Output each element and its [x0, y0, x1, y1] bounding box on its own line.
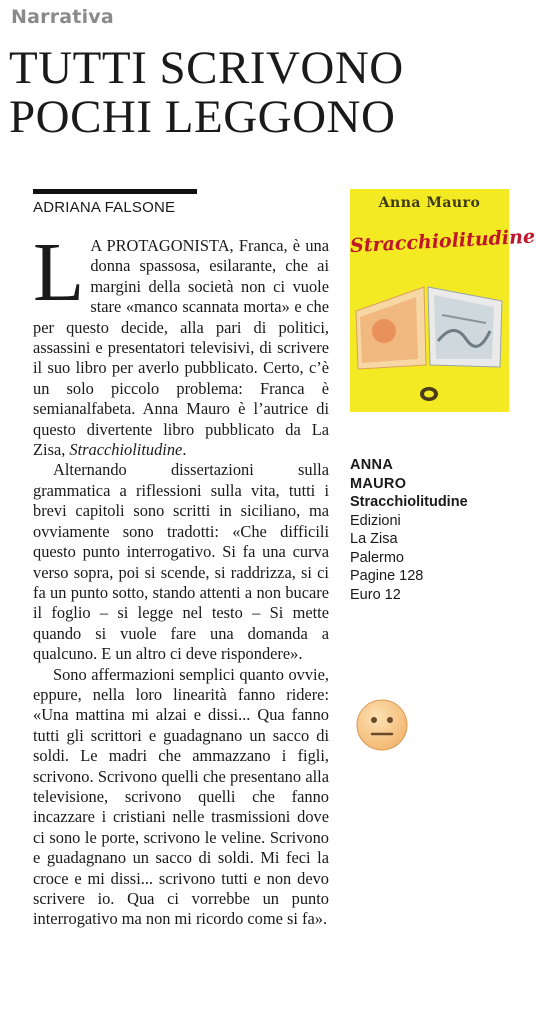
section-label: Narrativa [11, 6, 114, 28]
info-title: Stracchiolitudine [350, 494, 468, 510]
cover-author: Anna Mauro [378, 195, 481, 211]
info-author-last: MAURO [350, 475, 407, 492]
cover-title: Stracchiolitudine [349, 225, 536, 258]
book-cover [349, 189, 536, 412]
headline [9, 44, 404, 142]
info-publisher-2: La Zisa [350, 531, 398, 547]
drop-cap: L [33, 226, 85, 319]
book-title-inline: Stracchiolitudine [69, 440, 183, 460]
cover-illustration [354, 281, 505, 371]
paragraph-1 [33, 226, 329, 460]
info-author-first: ANNA [350, 457, 394, 473]
info-city: Palermo [350, 549, 404, 566]
info-publisher-1: Edizioni [350, 512, 401, 529]
headline-line-2: POCHI LEGGONO [9, 91, 396, 143]
info-pages: Pagine 128 [350, 568, 424, 584]
book-info [350, 456, 520, 604]
byline-rule [33, 189, 197, 194]
byline: ADRIANA FALSONE [33, 199, 176, 216]
paragraph-1-text: A PROTAGONISTA, Franca, è una donna spassosa, esilarante, che ai margini della società non ci vuole stare «manco scannata morta» e che per questo decide, alla pari di politici, assassini e presentatori televisivi, di scrivere il suo libro per averlo pubblicato. Certo, c’è un solo piccolo problema: Franca è semianalfabeta. Anna Mauro è l’autrice di questo divertente libro pubblicato da La Zisa, Stracchiolitudine. [33, 236, 329, 460]
paragraph-3: Sono affermazioni semplici quanto ovvie, eppure, nella loro linearità fanno ridere: «Una mattina mi alzai e dissi... Qua fanno tutti gli scrittori e guadagnano un sacco di soldi. Le madri che ammazzano i figli, scrivono. Scrivono quelli che presentano alla televisione, scrivono quelli che fanno incazzare i cristiani nelle trasmissioni dove ci sono le porte, scrivono le veline. Scrivono e guadagnano un sacco di soldi. Mi feci la croce e mi dissi... scrivono tutti e non devo scrivere io. Qua ci vorrebbe un punto interrogativo ma non mi ricordo come si fa». [33, 664, 329, 929]
paragraph-2: Alternando dissertazioni sulla grammatica a riflessioni sulla vita, tutti i brevi capitoli sono scritti in siciliano, ma ovviamente sono tradotti: «Che difficili questo punto interrogativo. Si fa una curva verso sopra, poi si scende, si raddrizza, si ci fa un punto sotto, stando attenti a non bucare il foglio – si legge nel testo – Si mette quando si vuole fare una domanda a qualcuno. E un altro ci deve rispondere». [33, 460, 329, 664]
headline-line-1: TUTTI SCRIVONO [9, 42, 404, 94]
info-price: Euro 12 [350, 586, 401, 603]
article-body [33, 226, 329, 930]
neutral-face-icon [354, 697, 410, 753]
publisher-logo-icon [418, 385, 440, 403]
